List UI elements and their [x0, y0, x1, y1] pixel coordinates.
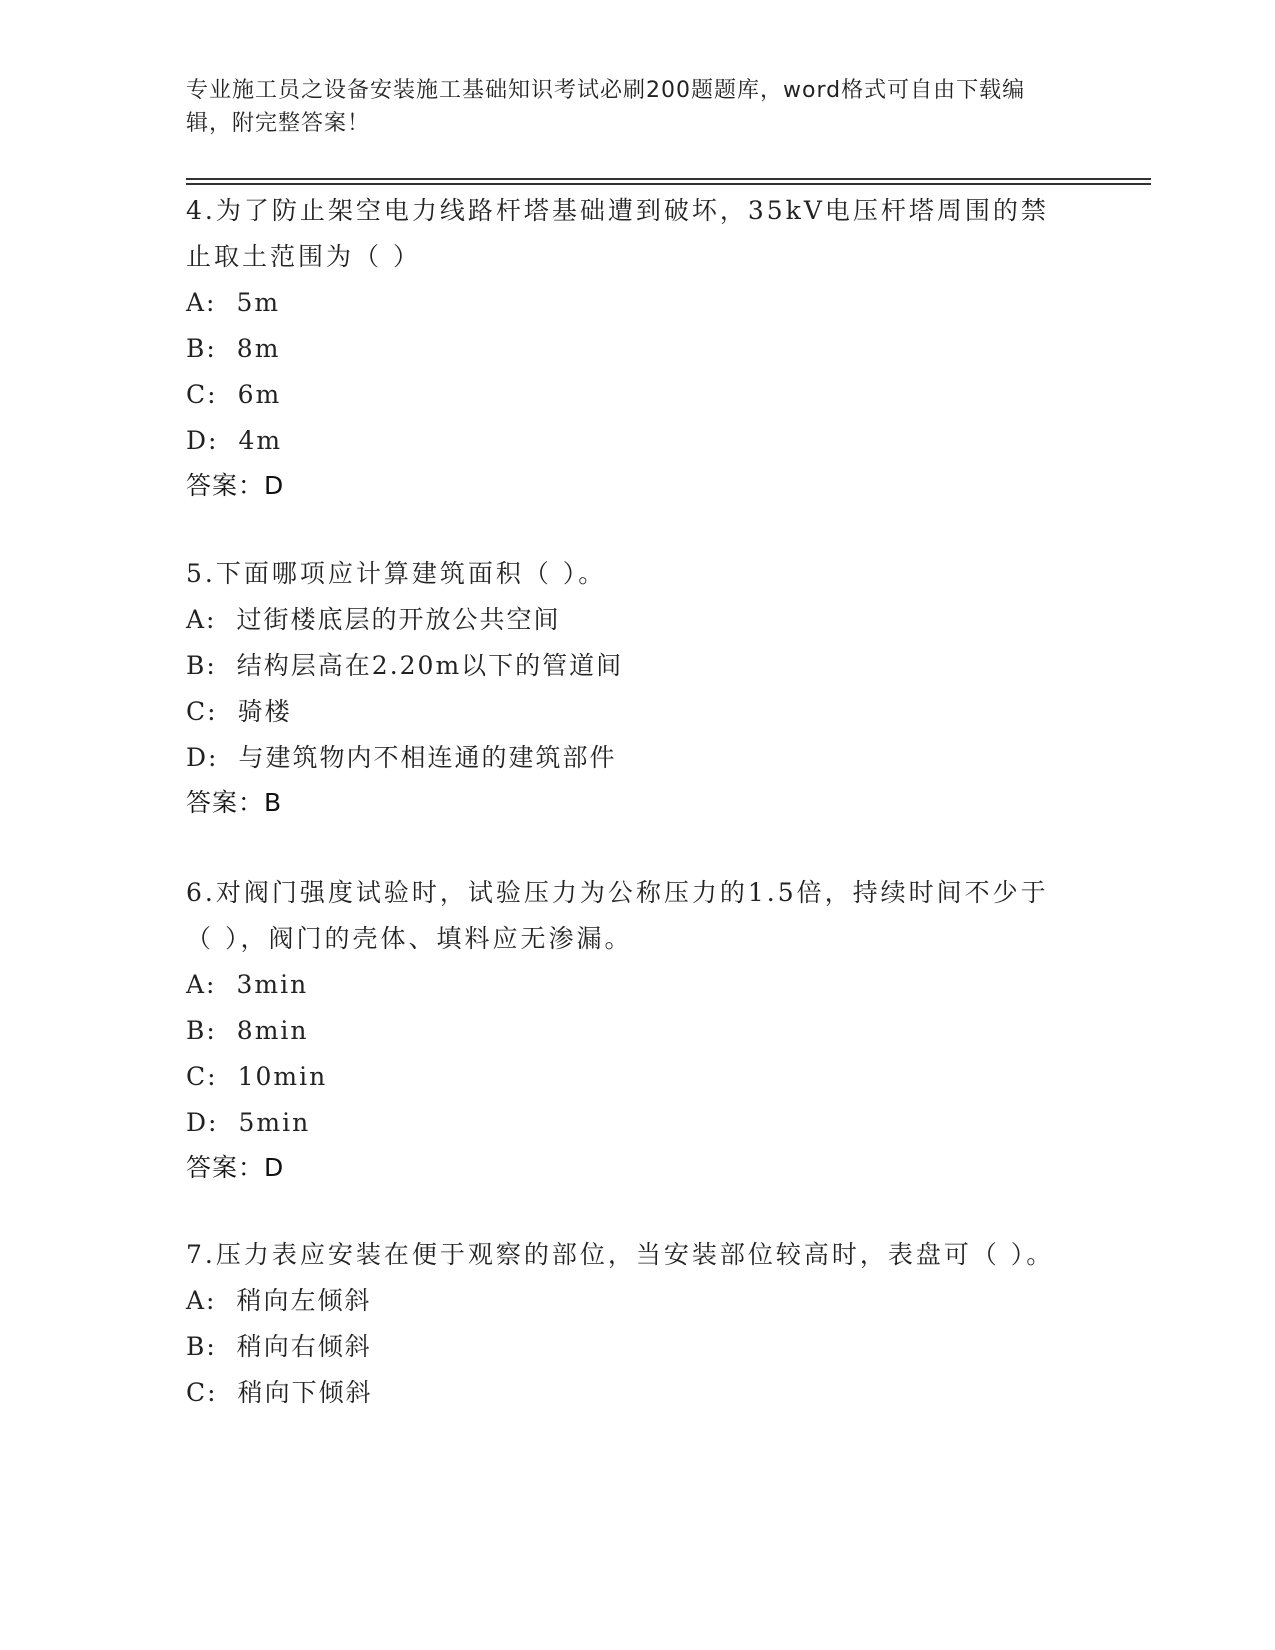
option-text: 3min	[236, 970, 309, 999]
option-a	[186, 280, 1066, 326]
option-key: D:	[186, 743, 219, 772]
option-d	[186, 418, 1066, 464]
option-text: 与建筑物内不相连通的建筑部件	[238, 743, 617, 772]
option-d	[186, 735, 1066, 781]
option-c	[186, 372, 1066, 418]
option-text: 骑楼	[237, 697, 292, 726]
option-text: 稍向下倾斜	[237, 1378, 373, 1407]
question-stem: 4.为了防止架空电力线路杆塔基础遭到破坏，35kV电压杆塔周围的禁止取土范围为（ ）	[186, 196, 1049, 271]
header-divider-bottom	[186, 183, 1151, 185]
option-key: B:	[186, 1016, 217, 1045]
option-c	[186, 689, 1066, 735]
option-key: B:	[186, 1332, 217, 1361]
option-text: 结构层高在2.20m以下的管道间	[236, 651, 624, 680]
option-key: D:	[186, 426, 219, 455]
question-stem: 6.对阀门强度试验时，试验压力为公称压力的1.5倍，持续时间不少于（ ），阀门的壳体、填料应无渗漏。	[186, 878, 1049, 953]
option-key: C:	[186, 1062, 218, 1091]
option-key: C:	[186, 697, 218, 726]
question-5	[186, 551, 1066, 825]
answer-line: 答案：B	[186, 788, 283, 817]
option-key: A:	[186, 288, 217, 317]
option-a	[186, 962, 1066, 1008]
answer-line: 答案：D	[186, 1153, 285, 1182]
option-b	[186, 1324, 1066, 1370]
option-text: 6m	[237, 380, 282, 409]
option-text: 8min	[236, 1016, 309, 1045]
option-text: 4m	[238, 426, 283, 455]
option-key: D:	[186, 1108, 219, 1137]
option-text: 稍向右倾斜	[236, 1332, 372, 1361]
option-c	[186, 1370, 1066, 1416]
option-text: 5m	[236, 288, 281, 317]
option-key: A:	[186, 1286, 217, 1315]
question-7	[186, 1232, 1066, 1416]
option-key: A:	[186, 605, 217, 634]
question-4	[186, 188, 1066, 508]
option-key: C:	[186, 1378, 218, 1407]
option-d	[186, 1100, 1066, 1146]
question-stem: 5.下面哪项应计算建筑面积（ ）。	[186, 559, 607, 588]
option-b	[186, 326, 1066, 372]
question-6	[186, 870, 1066, 1190]
option-text: 稍向左倾斜	[236, 1286, 372, 1315]
option-a	[186, 597, 1066, 643]
header-divider-top	[186, 178, 1151, 180]
option-b	[186, 643, 1066, 689]
option-c	[186, 1054, 1066, 1100]
option-b	[186, 1008, 1066, 1054]
answer-line: 答案：D	[186, 471, 285, 500]
option-text: 5min	[238, 1108, 311, 1137]
option-text: 10min	[237, 1062, 328, 1091]
option-text: 过街楼底层的开放公共空间	[236, 605, 561, 634]
option-key: B:	[186, 651, 217, 680]
question-stem: 7.压力表应安装在便于观察的部位，当安装部位较高时，表盘可（ ）。	[186, 1240, 1055, 1269]
option-key: B:	[186, 334, 217, 363]
option-key: A:	[186, 970, 217, 999]
option-a	[186, 1278, 1066, 1324]
option-text: 8m	[236, 334, 281, 363]
option-key: C:	[186, 380, 218, 409]
document-intro: 专业施工员之设备安装施工基础知识考试必刷200题题库，word格式可自由下载编辑，附完整答案！	[186, 78, 1026, 136]
